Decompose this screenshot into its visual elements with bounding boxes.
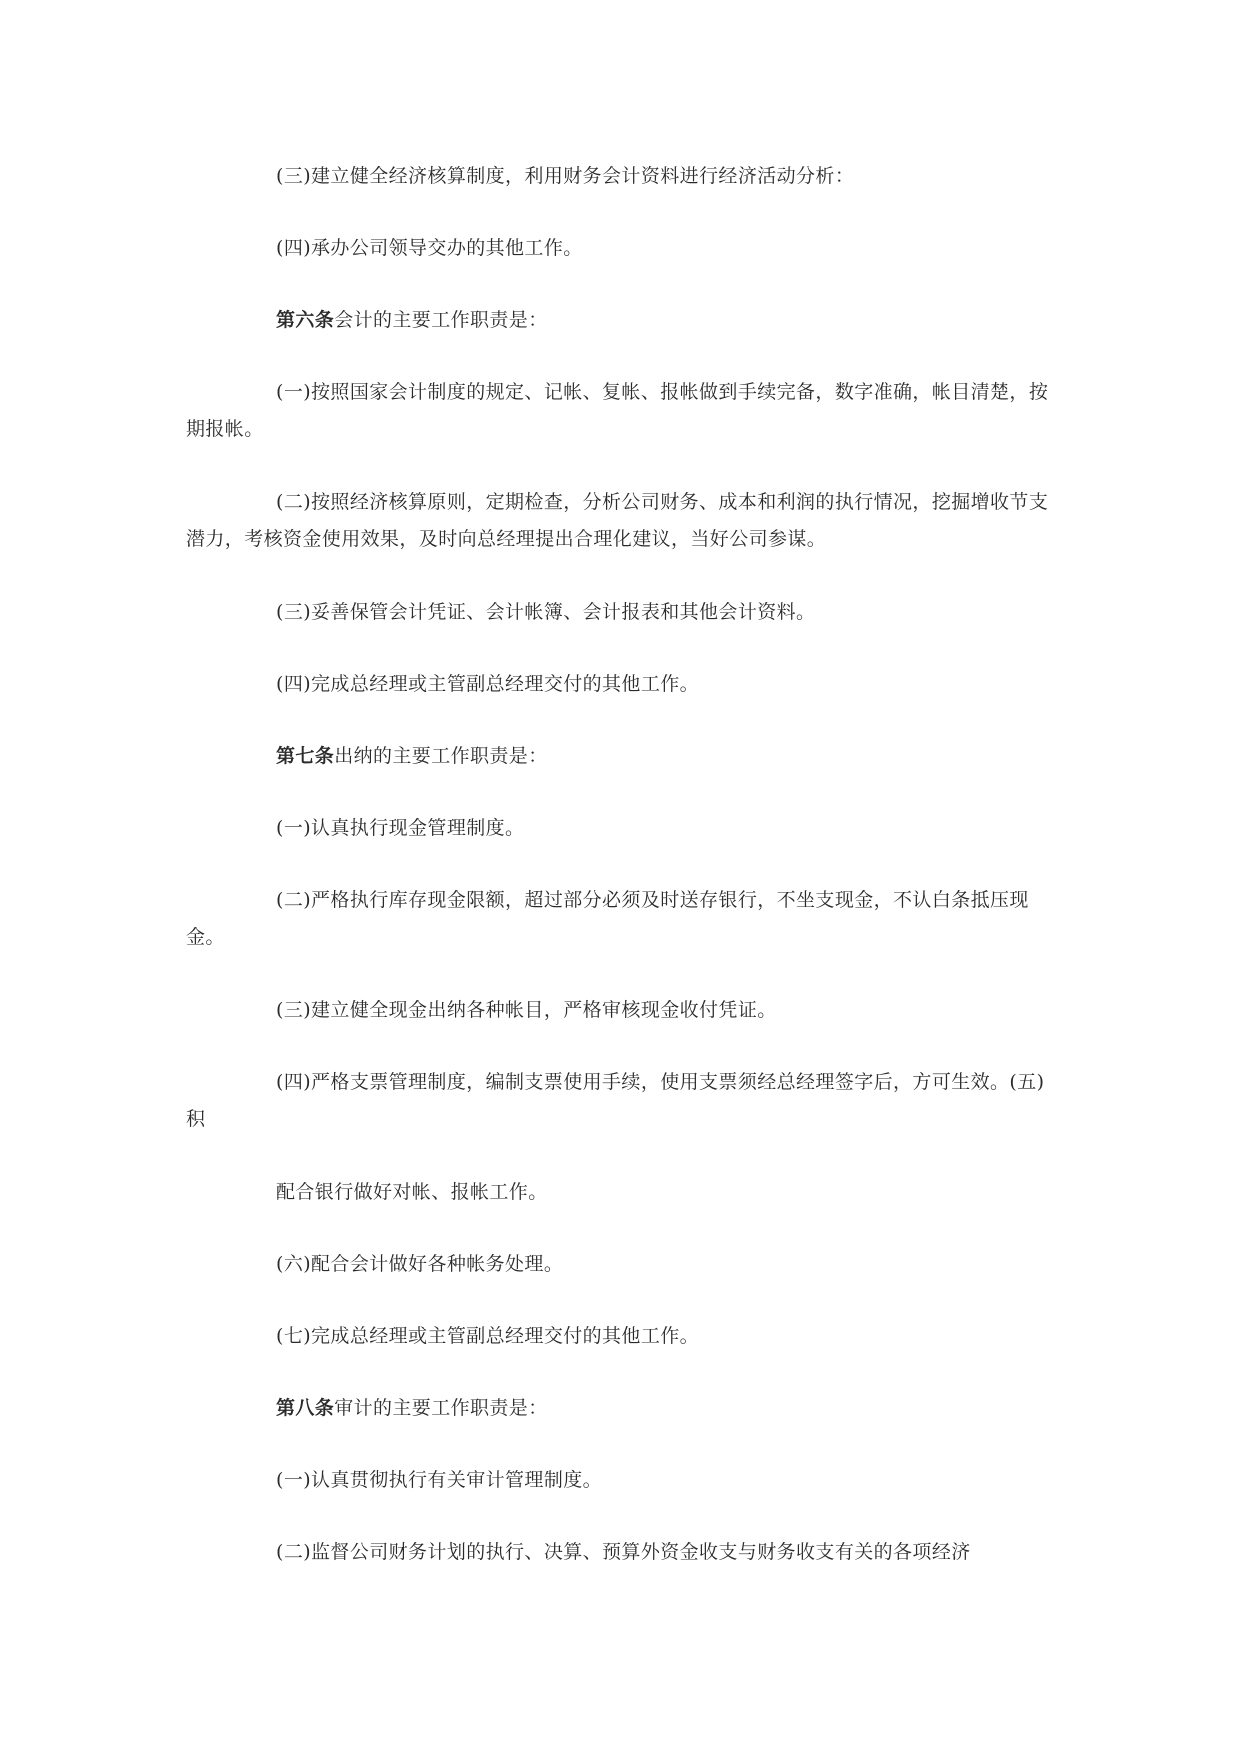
paragraph-15 [186, 1318, 1054, 1355]
paragraph-9 [186, 810, 1054, 847]
paragraph-10 [186, 882, 1054, 956]
paragraph-text: (六)配合会计做好各种帐务处理。 [276, 1253, 564, 1275]
paragraph-17 [186, 1462, 1054, 1499]
paragraph-text: (三)妥善保管会计凭证、会计帐簿、会计报表和其他会计资料。 [276, 601, 816, 623]
article-6-heading [186, 302, 1054, 339]
paragraph-13 [276, 1174, 1054, 1211]
paragraph-1 [186, 158, 1054, 195]
article-8-heading [186, 1390, 1054, 1427]
paragraph-text: 出纳的主要工作职责是： [334, 745, 548, 767]
paragraph-6 [186, 594, 1054, 631]
article-number: 第七条 [276, 745, 335, 767]
paragraph-5 [186, 484, 1054, 558]
paragraph-text: (一)认真执行现金管理制度。 [276, 817, 525, 839]
paragraph-14 [186, 1246, 1054, 1283]
article-number: 第六条 [276, 309, 335, 331]
paragraph-text: (三)建立健全经济核算制度，利用财务会计资料进行经济活动分析： [276, 165, 855, 187]
paragraph-18 [186, 1534, 1054, 1571]
paragraph-text: (一)按照国家会计制度的规定、记帐、复帐、报帐做到手续完备，数字准确，帐目清楚，按期报帐。 [186, 381, 1049, 440]
paragraph-12 [186, 1064, 1054, 1138]
paragraph-text: (一)认真贯彻执行有关审计管理制度。 [276, 1469, 603, 1491]
article-7-heading [186, 738, 1054, 775]
paragraph-text: (二)监督公司财务计划的执行、决算、预算外资金收支与财务收支有关的各项经济 [276, 1541, 971, 1563]
paragraph-text: 会计的主要工作职责是： [334, 309, 548, 331]
paragraph-7 [186, 666, 1054, 703]
paragraph-text: 审计的主要工作职责是： [334, 1397, 548, 1419]
paragraph-4 [186, 374, 1054, 448]
paragraph-text: (四)严格支票管理制度，编制支票使用手续，使用支票须经总经理签字后，方可生效。(五)积 [186, 1071, 1045, 1130]
paragraph-text: (七)完成总经理或主管副总经理交付的其他工作。 [276, 1325, 700, 1347]
article-number: 第八条 [276, 1397, 335, 1419]
paragraph-text: 配合银行做好对帐、报帐工作。 [276, 1181, 548, 1203]
paragraph-text: (四)完成总经理或主管副总经理交付的其他工作。 [276, 673, 700, 695]
paragraph-text: (二)严格执行库存现金限额，超过部分必须及时送存银行，不坐支现金，不认白条抵压现金。 [186, 889, 1029, 948]
paragraph-text: (三)建立健全现金出纳各种帐目，严格审核现金收付凭证。 [276, 999, 777, 1021]
paragraph-2 [186, 230, 1054, 267]
paragraph-text: (二)按照经济核算原则，定期检查，分析公司财务、成本和利润的执行情况，挖掘增收节支潜力，考核资金使用效果，及时向总经理提出合理化建议，当好公司参谋。 [186, 491, 1049, 550]
paragraph-text: (四)承办公司领导交办的其他工作。 [276, 237, 583, 259]
paragraph-11 [186, 992, 1054, 1029]
